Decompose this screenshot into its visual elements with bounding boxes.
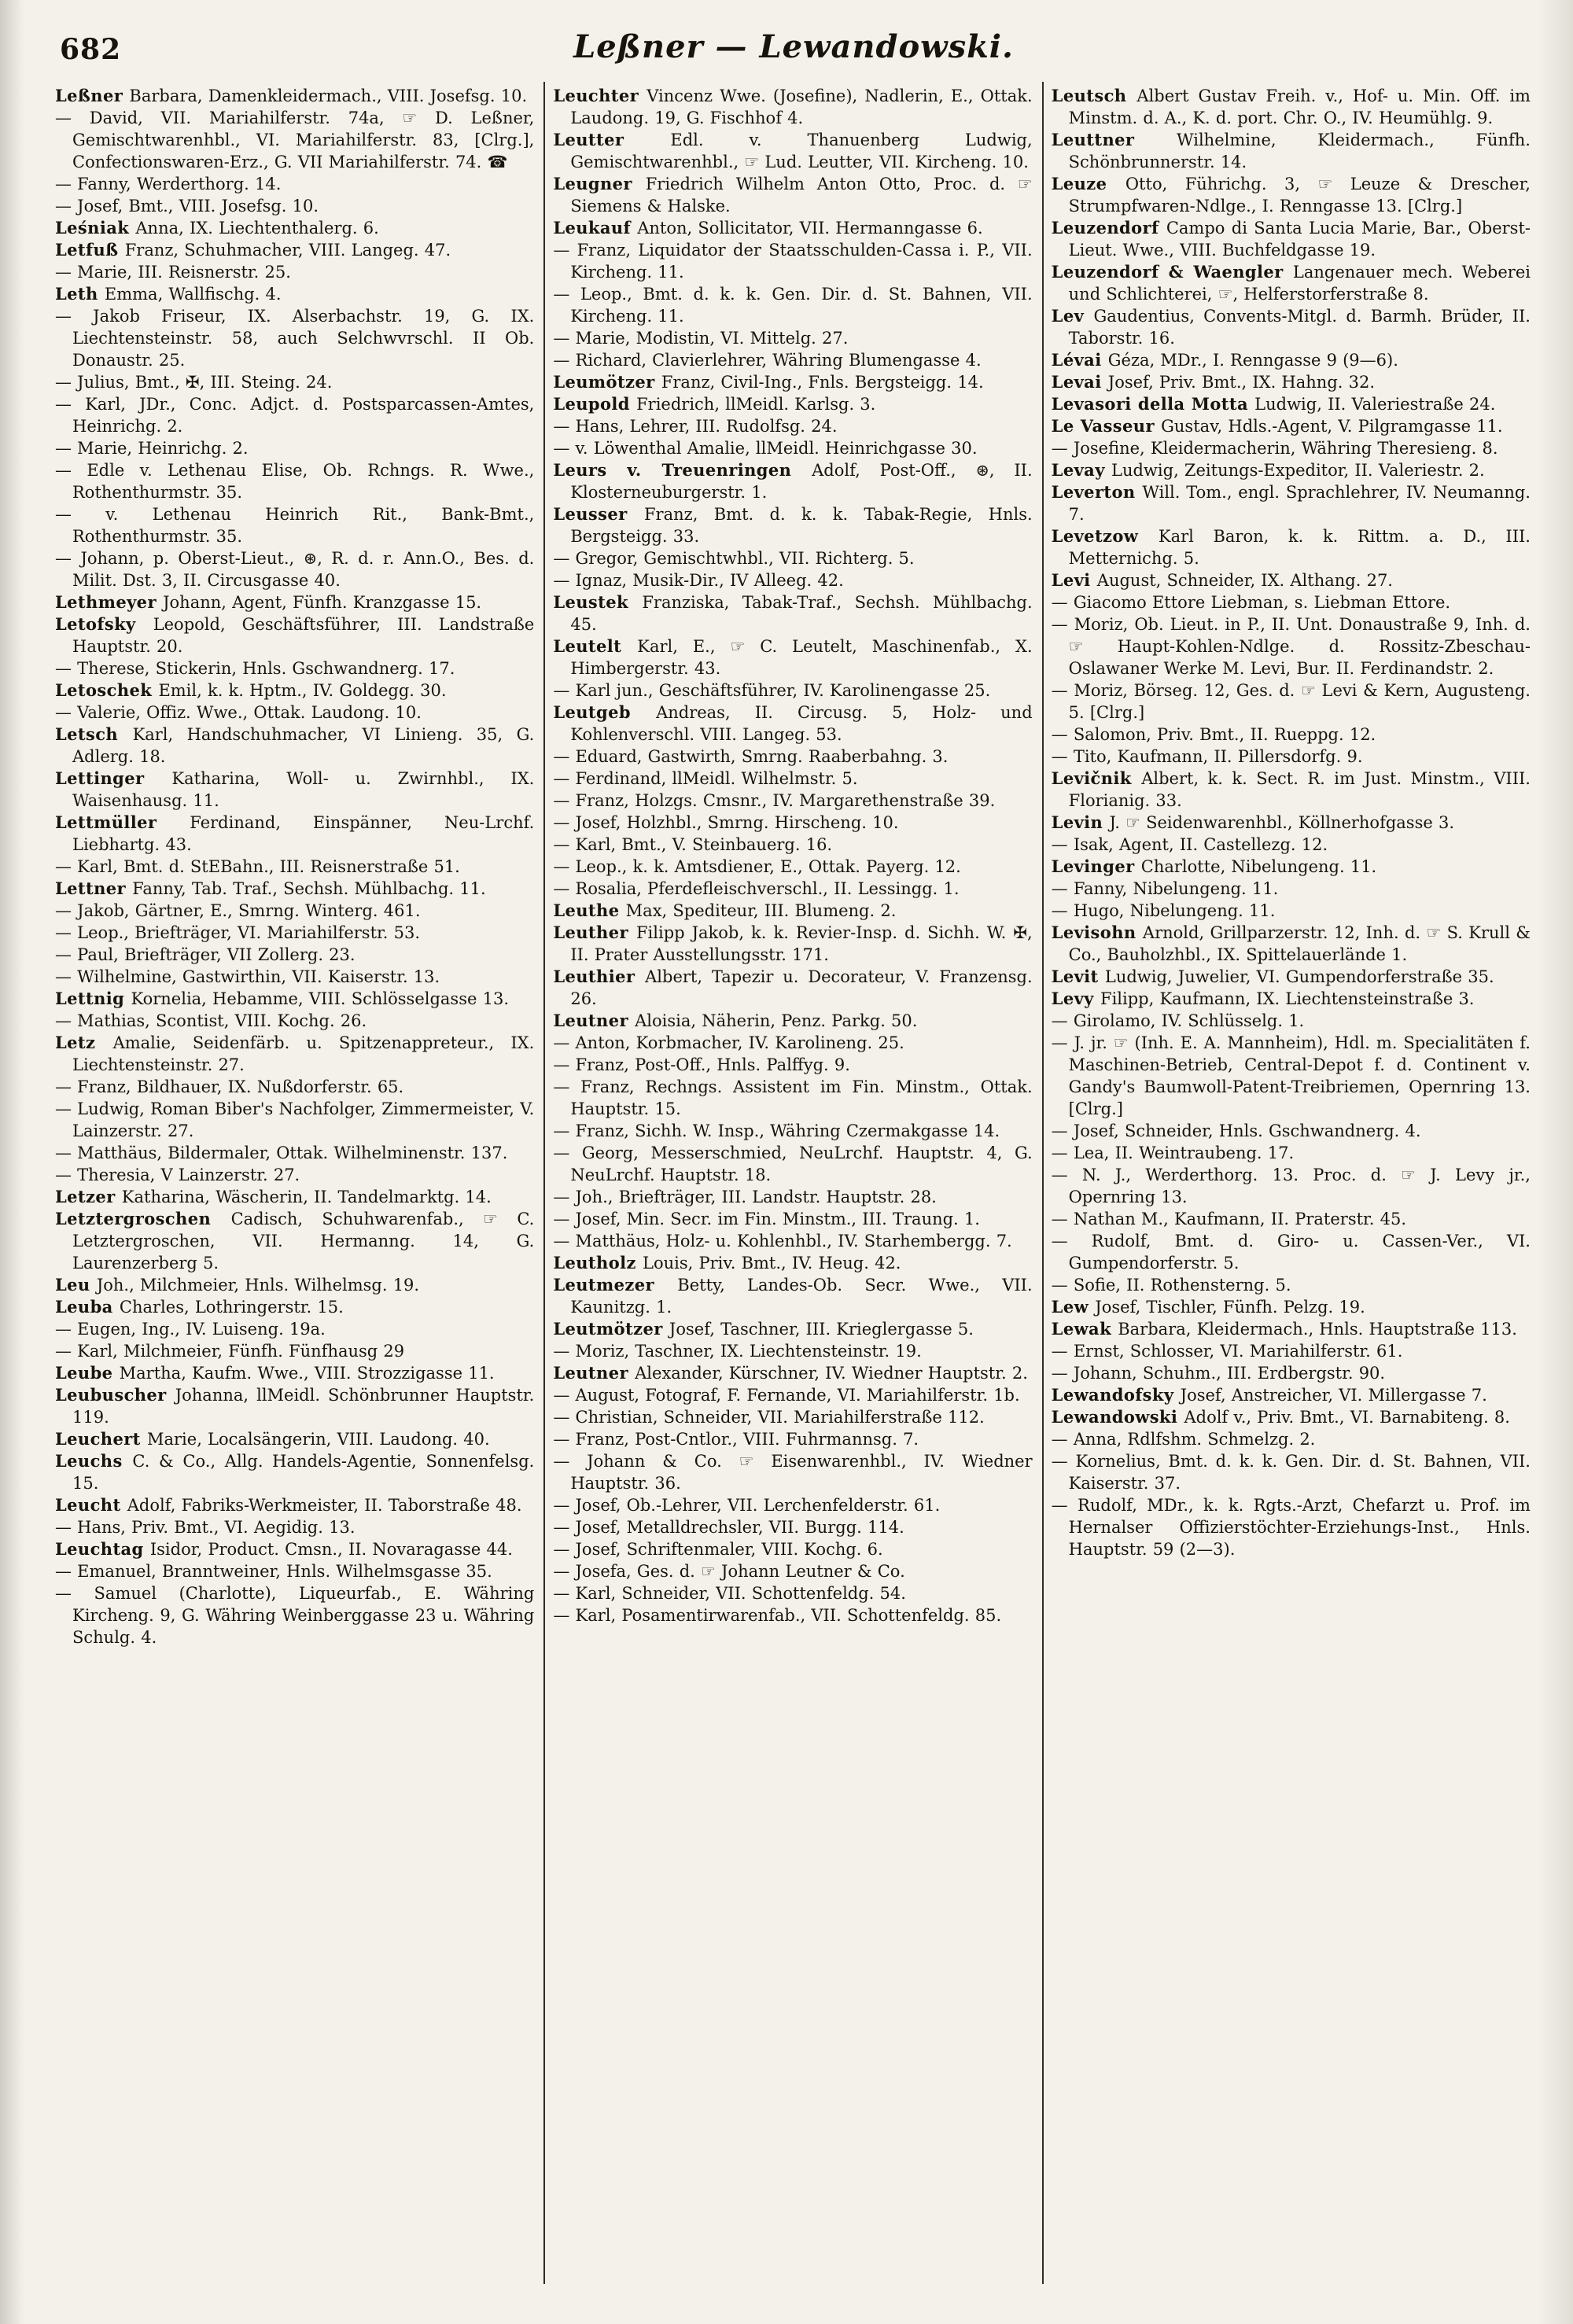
directory-entry: — Hans, Lehrer, III. Rudolfsg. 24. xyxy=(553,417,838,436)
directory-entry: Leucht Adolf, Fabriks-Werkmeister, II. Taborstraße 48. xyxy=(55,1495,522,1515)
directory-entry: — Rudolf, Bmt. d. Giro- u. Cassen-Ver., VI. Gumpendorferstr. 5. xyxy=(1051,1232,1531,1272)
directory-entry: Leutner Aloisia, Näherin, Penz. Parkg. 50. xyxy=(553,1011,918,1030)
directory-entry: — Moriz, Ob. Lieut. in P., II. Unt. Donaustraße 9, Inh. d. ☞ Haupt-Kohlen-Ndlge. d. Rossitz-Zbeschau-Oslawaner Werke M. Levi, Bur. II. Ferdinandstr. 2. xyxy=(1051,615,1531,678)
directory-entry: — Moriz, Taschner, IX. Liechtensteinstr. 19. xyxy=(553,1342,922,1361)
directory-entry: Leubuscher Johanna, llMeidl. Schönbrunner Hauptstr. 119. xyxy=(55,1385,535,1427)
entry-surname: Lewandofsky xyxy=(1051,1385,1181,1405)
directory-entry: — Franz, Post-Cntlor., VIII. Fuhrmannsg. 7. xyxy=(553,1430,919,1449)
directory-entry: — Karl jun., Geschäftsführer, IV. Karolinengasse 25. xyxy=(553,681,991,700)
entry-surname: Leucht xyxy=(55,1495,127,1515)
directory-entry: — Josefa, Ges. d. ☞ Johann Leutner & Co. xyxy=(553,1562,905,1581)
directory-entry: — v. Löwenthal Amalie, llMeidl. Heinrichgasse 30. xyxy=(553,439,978,458)
directory-entry: Leustek Franziska, Tabak-Traf., Sechsh. Mühlbachg. 45. xyxy=(553,592,1033,634)
directory-entry: — Fanny, Werderthorg. 14. xyxy=(55,175,282,193)
directory-entry: — Josef, Bmt., VIII. Josefsg. 10. xyxy=(55,197,319,215)
entry-surname: Leuchtag xyxy=(55,1539,150,1559)
directory-entry: — Marie, Heinrichg. 2. xyxy=(55,439,249,458)
directory-entry: Leßner Barbara, Damenkleidermach., VIII. Josefsg. 10. xyxy=(55,86,528,105)
entry-surname: Leßner xyxy=(55,86,130,105)
directory-entry: — Tito, Kaufmann, II. Pillersdorfg. 9. xyxy=(1051,747,1363,766)
directory-entry: Leube Martha, Kaufm. Wwe., VIII. Strozzigasse 11. xyxy=(55,1363,495,1383)
directory-entry: Leurs v. Treuenringen Adolf, Post-Off., ⊛, II. Klosterneuburgerstr. 1. xyxy=(553,460,1033,502)
entry-surname: Levit xyxy=(1051,967,1105,986)
directory-entry: — Josef, Schriftenmaler, VIII. Kochg. 6. xyxy=(553,1540,883,1559)
directory-entry: Leverton Will. Tom., engl. Sprachlehrer, IV. Neumanng. 7. xyxy=(1051,482,1531,524)
entry-surname: Leutmezer xyxy=(553,1275,678,1295)
directory-entry: Letsch Karl, Handschuhmacher, VI Linieng. 35, G. Adlerg. 18. xyxy=(55,724,535,766)
directory-entry: Levinger Charlotte, Nibelungeng. 11. xyxy=(1051,856,1377,876)
directory-entry: — Franz, Bildhauer, IX. Nußdorferstr. 65. xyxy=(55,1077,404,1096)
directory-entry: Leuzendorf Campo di Santa Lucia Marie, Bar., Oberst-Lieut. Wwe., VIII. Buchfeldgasse 19. xyxy=(1051,218,1531,260)
directory-entry: — Josef, Ob.-Lehrer, VII. Lerchenfelderstr. 61. xyxy=(553,1496,941,1515)
directory-entry: Levasori della Motta Ludwig, II. Valeriestraße 24. xyxy=(1051,394,1496,414)
directory-entry: Leukauf Anton, Sollicitator, VII. Hermanngasse 6. xyxy=(553,218,983,238)
entry-surname: Lew xyxy=(1051,1297,1096,1317)
entry-surname: Lettnig xyxy=(55,989,131,1008)
directory-entry: Levit Ludwig, Juwelier, VI. Gumpendorferstraße 35. xyxy=(1051,967,1494,986)
directory-entry: Leu Joh., Milchmeier, Hnls. Wilhelmsg. 19. xyxy=(55,1275,420,1295)
directory-entry: — Moriz, Börseg. 12, Ges. d. ☞ Levi & Kern, Augusteng. 5. [Clrg.] xyxy=(1051,681,1531,722)
directory-entry: — Hugo, Nibelungeng. 11. xyxy=(1051,901,1276,920)
entry-surname: Levai xyxy=(1051,372,1108,392)
entry-surname: Leube xyxy=(55,1363,120,1383)
entry-surname: Leverton xyxy=(1051,482,1143,502)
directory-entry: — Nathan M., Kaufmann, II. Praterstr. 45. xyxy=(1051,1210,1407,1228)
directory-entry: — Karl, Posamentirwarenfab., VII. Schottenfeldg. 85. xyxy=(553,1606,1002,1625)
entry-surname: Levi xyxy=(1051,570,1097,590)
directory-column-2 xyxy=(543,82,1041,2284)
entry-surname: Leuzendorf xyxy=(1051,218,1166,238)
entry-surname: Leutner xyxy=(553,1363,635,1383)
directory-entry: — Matthäus, Holz- u. Kohlenhbl., IV. Starhembergg. 7. xyxy=(553,1232,1012,1250)
directory-entry: — Paul, Briefträger, VII Zollerg. 23. xyxy=(55,945,355,964)
entry-surname: Lethmeyer xyxy=(55,592,164,612)
directory-entry: — Leop., Briefträger, VI. Mariahilferstr. 53. xyxy=(55,923,420,942)
directory-entry: — Giacomo Ettore Liebman, s. Liebman Ettore. xyxy=(1051,593,1451,612)
directory-entry: — Valerie, Offiz. Wwe., Ottak. Laudong. 10. xyxy=(55,703,422,722)
directory-entry: — Eduard, Gastwirth, Smrng. Raaberbahng. 3. xyxy=(553,747,949,766)
entry-surname: Leuther xyxy=(553,923,636,942)
directory-entry: — Ignaz, Musik-Dir., IV Alleeg. 42. xyxy=(553,571,844,590)
page-number: 682 xyxy=(60,33,122,66)
directory-entry: — Hans, Priv. Bmt., VI. Aegidig. 13. xyxy=(55,1518,355,1537)
entry-surname: Letfuß xyxy=(55,240,125,260)
directory-entry: — Rudolf, MDr., k. k. Rgts.-Arzt, Chefarzt u. Prof. im Hernalser Offizierstöchter-Erziehungs-Inst., Hnls. Hauptstr. 59 (2—3). xyxy=(1051,1496,1531,1559)
directory-columns xyxy=(47,82,1540,2284)
entry-surname: Leuchter xyxy=(553,86,647,105)
directory-entry: Lethmeyer Johann, Agent, Fünfh. Kranzgasse 15. xyxy=(55,592,482,612)
directory-entry: — Richard, Clavierlehrer, Währing Blumengasse 4. xyxy=(553,351,982,370)
entry-surname: Lewandowski xyxy=(1051,1407,1184,1427)
directory-entry: Letoschek Emil, k. k. Hptm., IV. Goldegg. 30. xyxy=(55,680,447,700)
directory-entry: — Josef, Schneider, Hnls. Gschwandnerg. 4. xyxy=(1051,1121,1421,1140)
entry-surname: Letoschek xyxy=(55,680,159,700)
directory-entry: — Mathias, Scontist, VIII. Kochg. 26. xyxy=(55,1011,367,1030)
entry-surname: Levin xyxy=(1051,812,1110,832)
entry-surname: Letz xyxy=(55,1033,113,1052)
directory-entry: Leuzendorf & Waengler Langenauer mech. Weberei und Schlichterei, ☞, Helferstorferstraße 8. xyxy=(1051,262,1531,304)
directory-entry: Leutgeb Andreas, II. Circusg. 5, Holz- und Kohlenverschl. VIII. Langeg. 53. xyxy=(553,702,1033,744)
directory-entry: — Fanny, Nibelungeng. 11. xyxy=(1051,879,1279,898)
directory-entry: Lev Gaudentius, Convents-Mitgl. d. Barmh. Brüder, II. Taborstr. 16. xyxy=(1051,306,1531,348)
directory-entry: Leupold Friedrich, llMeidl. Karlsg. 3. xyxy=(553,394,876,414)
directory-entry: — Matthäus, Bildermaler, Ottak. Wilhelminenstr. 137. xyxy=(55,1144,508,1162)
directory-entry: Lettnig Kornelia, Hebamme, VIII. Schlösselgasse 13. xyxy=(55,989,509,1008)
directory-entry: — Eugen, Ing., IV. Luiseng. 19a. xyxy=(55,1320,326,1339)
directory-entry: — Franz, Post-Off., Hnls. Palffyg. 9. xyxy=(553,1055,850,1074)
directory-entry: — Gregor, Gemischtwhbl., VII. Richterg. 5. xyxy=(553,549,915,568)
directory-entry: — Anton, Korbmacher, IV. Karolineng. 25. xyxy=(553,1033,904,1052)
directory-entry: — Karl, Schneider, VII. Schottenfeldg. 54. xyxy=(553,1584,906,1603)
directory-entry: — Jakob Friseur, IX. Alserbachstr. 19, G. IX. Liechtensteinstr. 58, auch Selchwvrschl. II Ob. Donaustr. 25. xyxy=(55,307,535,370)
entry-surname: Letzer xyxy=(55,1187,122,1206)
entry-surname: Leth xyxy=(55,284,105,304)
directory-entry: — v. Lethenau Heinrich Rit., Bank-Bmt., Rothenthurmstr. 35. xyxy=(55,505,535,546)
directory-entry: Levisohn Arnold, Grillparzerstr. 12, Inh. d. ☞ S. Krull & Co., Bauholzhbl., IX. Spittelauerlände 1. xyxy=(1051,923,1531,964)
entry-surname: Levy xyxy=(1051,989,1100,1008)
entry-surname: Levay xyxy=(1051,460,1112,480)
entry-surname: Leuba xyxy=(55,1297,120,1317)
directory-entry: — Lea, II. Weintraubeng. 17. xyxy=(1051,1144,1295,1162)
directory-entry: — August, Fotograf, F. Fernande, VI. Mariahilferstr. 1b. xyxy=(553,1386,1020,1405)
entry-surname: Lewak xyxy=(1051,1319,1118,1339)
entry-surname: Leutner xyxy=(553,1011,635,1030)
entry-surname: Leutelt xyxy=(553,636,638,656)
directory-entry: Leutter Edl. v. Thanuenberg Ludwig, Gemischtwarenhbl., ☞ Lud. Leutter, VII. Kircheng. 10. xyxy=(553,130,1033,171)
directory-entry: Letofsky Leopold, Geschäftsführer, III. Landstraße Hauptstr. 20. xyxy=(55,614,535,656)
directory-entry: — Leop., Bmt. d. k. k. Gen. Dir. d. St. Bahnen, VII. Kircheng. 11. xyxy=(553,285,1033,326)
entry-surname: Leutmötzer xyxy=(553,1319,669,1339)
directory-entry: — Samuel (Charlotte), Liqueurfab., E. Währing Kircheng. 9, G. Währing Weinberggasse 23 u. Währing Schulg. 4. xyxy=(55,1584,535,1647)
directory-entry: Leutner Alexander, Kürschner, IV. Wiedner Hauptstr. 2. xyxy=(553,1363,1028,1383)
directory-entry: Lewandowski Adolf v., Priv. Bmt., VI. Barnabiteng. 8. xyxy=(1051,1407,1510,1427)
directory-entry: Lewak Barbara, Kleidermach., Hnls. Hauptstraße 113. xyxy=(1051,1319,1517,1339)
directory-entry: — Isak, Agent, II. Castellezg. 12. xyxy=(1051,835,1328,854)
page-title: Leßner — Lewandowski. xyxy=(573,28,1014,65)
directory-entry: — Ferdinand, llMeidl. Wilhelmstr. 5. xyxy=(553,769,858,788)
directory-entry: Leutsch Albert Gustav Freih. v., Hof- u. Min. Off. im Minstm. d. A., K. d. port. Chr. O., IV. Heumühlg. 9. xyxy=(1051,86,1531,127)
directory-entry: Leugner Friedrich Wilhelm Anton Otto, Proc. d. ☞ Siemens & Halske. xyxy=(553,174,1033,215)
directory-entry: — Josefine, Kleidermacherin, Währing Theresieng. 8. xyxy=(1051,439,1498,458)
directory-entry: — Rosalia, Pferdefleischverschl., II. Lessingg. 1. xyxy=(553,879,960,898)
directory-entry: — Johann, p. Oberst-Lieut., ⊛, R. d. r. Ann.O., Bes. d. Milit. Dst. 3, II. Circusgasse 40. xyxy=(55,549,535,590)
directory-entry: — Salomon, Priv. Bmt., II. Rueppg. 12. xyxy=(1051,725,1376,744)
directory-entry: Levay Ludwig, Zeitungs-Expeditor, II. Valeriestr. 2. xyxy=(1051,460,1485,480)
directory-entry: Le Vasseur Gustav, Hdls.-Agent, V. Pilgramgasse 11. xyxy=(1051,416,1503,436)
directory-entry: — J. jr. ☞ (Inh. E. A. Mannheim), Hdl. m. Specialitäten f. Maschinen-Betrieb, Central-Depot f. d. Continent v. Gandy's Baumwoll-Patent-Treibriemen, Opernring 13. [Clrg.] xyxy=(1051,1033,1531,1118)
directory-entry: — Anna, Rdlfshm. Schmelzg. 2. xyxy=(1051,1430,1316,1449)
directory-entry: Letzer Katharina, Wäscherin, II. Tandelmarktg. 14. xyxy=(55,1187,492,1206)
directory-entry: Letz Amalie, Seidenfärb. u. Spitzenappreteur., IX. Liechtensteinstr. 27. xyxy=(55,1033,535,1074)
directory-entry: Letztergroschen Cadisch, Schuhwarenfab., ☞ C. Letztergroschen, VII. Hermanng. 14, G. Laurenzerberg 5. xyxy=(55,1209,535,1272)
entry-surname: Leurs v. Treuenringen xyxy=(553,460,812,480)
entry-surname: Lettner xyxy=(55,878,133,898)
entry-surname: Lettinger xyxy=(55,768,172,788)
directory-entry: Leth Emma, Wallfischg. 4. xyxy=(55,284,282,304)
entry-surname: Leuchs xyxy=(55,1451,133,1471)
directory-entry: — Georg, Messerschmied, NeuLrchf. Hauptstr. 4, G. NeuLrchf. Hauptstr. 18. xyxy=(553,1144,1033,1184)
directory-entry: — Marie, Modistin, VI. Mittelg. 27. xyxy=(553,329,849,348)
directory-column-1 xyxy=(47,82,543,2284)
directory-entry: — Franz, Liquidator der Staatsschulden-Cassa i. P., VII. Kircheng. 11. xyxy=(553,241,1033,282)
directory-entry: Levičnik Albert, k. k. Sect. R. im Just. Minstm., VIII. Florianig. 33. xyxy=(1051,768,1531,810)
directory-entry: Lettner Fanny, Tab. Traf., Sechsh. Mühlbachg. 11. xyxy=(55,878,486,898)
entry-surname: Leugner xyxy=(553,174,646,193)
directory-entry: — Johann, Schuhm., III. Erdbergstr. 90. xyxy=(1051,1364,1386,1383)
directory-entry: Levi August, Schneider, IX. Althang. 27. xyxy=(1051,570,1393,590)
directory-entry: Lettinger Katharina, Woll- u. Zwirnhbl., IX. Waisenhausg. 11. xyxy=(55,768,535,810)
entry-surname: Levasori della Motta xyxy=(1051,394,1255,414)
directory-entry: — Wilhelmine, Gastwirthin, VII. Kaiserstr. 13. xyxy=(55,967,440,986)
directory-entry: — Karl, Bmt. d. StEBahn., III. Reisnerstraße 51. xyxy=(55,857,460,876)
directory-entry: Leutelt Karl, E., ☞ C. Leutelt, Maschinenfab., X. Himbergerstr. 43. xyxy=(553,636,1033,678)
entry-surname: Leuthier xyxy=(553,967,646,986)
directory-entry: — Karl, JDr., Conc. Adjct. d. Postsparcassen-Amtes, Heinrichg. 2. xyxy=(55,395,535,436)
directory-entry: — Karl, Bmt., V. Steinbauerg. 16. xyxy=(553,835,833,854)
directory-entry: — Girolamo, IV. Schlüsselg. 1. xyxy=(1051,1011,1305,1030)
directory-entry: Levetzow Karl Baron, k. k. Rittm. a. D., III. Metternichg. 5. xyxy=(1051,526,1531,568)
directory-entry: Leuthe Max, Spediteur, III. Blumeng. 2. xyxy=(553,901,897,920)
entry-surname: Levisohn xyxy=(1051,923,1143,942)
entry-surname: Leukauf xyxy=(553,218,638,238)
directory-entry: Leuchert Marie, Localsängerin, VIII. Laudong. 40. xyxy=(55,1429,490,1449)
directory-entry: — Josef, Min. Secr. im Fin. Minstm., III. Traung. 1. xyxy=(553,1210,980,1228)
directory-entry: Letfuß Franz, Schuhmacher, VIII. Langeg. 47. xyxy=(55,240,451,260)
entry-surname: Leusser xyxy=(553,504,644,524)
directory-entry: Leuchtag Isidor, Product. Cmsn., II. Novaragasse 44. xyxy=(55,1539,513,1559)
entry-surname: Letofsky xyxy=(55,614,153,634)
directory-entry: Leśniak Anna, IX. Liechtenthalerg. 6. xyxy=(55,218,379,238)
entry-surname: Leumötzer xyxy=(553,372,661,392)
directory-entry: Leutholz Louis, Priv. Bmt., IV. Heug. 42. xyxy=(553,1253,901,1272)
entry-surname: Levičnik xyxy=(1051,768,1142,788)
directory-entry: Lettmüller Ferdinand, Einspänner, Neu-Lrchf. Liebhartg. 43. xyxy=(55,812,535,854)
entry-surname: Lettmüller xyxy=(55,812,190,832)
entry-surname: Letsch xyxy=(55,724,133,744)
entry-surname: Lévai xyxy=(1051,350,1108,370)
directory-entry: — Edle v. Lethenau Elise, Ob. Rchngs. R. Wwe., Rothenthurmstr. 35. xyxy=(55,461,535,502)
directory-column-3 xyxy=(1042,82,1540,2284)
directory-entry: — Kornelius, Bmt. d. k. k. Gen. Dir. d. St. Bahnen, VII. Kaiserstr. 37. xyxy=(1051,1452,1531,1493)
directory-entry: — Franz, Rechngs. Assistent im Fin. Minstm., Ottak. Hauptstr. 15. xyxy=(553,1077,1033,1118)
directory-entry: Leutmezer Betty, Landes-Ob. Secr. Wwe., VII. Kaunitzg. 1. xyxy=(553,1275,1033,1317)
directory-entry: — Franz, Holzgs. Cmsnr., IV. Margarethenstraße 39. xyxy=(553,791,996,810)
directory-entry: — Johann & Co. ☞ Eisenwarenhbl., IV. Wiedner Hauptstr. 36. xyxy=(553,1452,1033,1493)
entry-surname: Leuchert xyxy=(55,1429,147,1449)
directory-entry: — Josef, Metalldrechsler, VII. Burgg. 114. xyxy=(553,1518,904,1537)
entry-surname: Leu xyxy=(55,1275,97,1295)
entry-surname: Leustek xyxy=(553,592,643,612)
directory-entry: Leuchter Vincenz Wwe. (Josefine), Nadlerin, E., Ottak. Laudong. 19, G. Fischhof 4. xyxy=(553,86,1033,127)
entry-surname: Leutholz xyxy=(553,1253,643,1272)
entry-surname: Leutter xyxy=(553,130,671,149)
entry-surname: Leuttner xyxy=(1051,130,1177,149)
entry-surname: Leuthe xyxy=(553,901,626,920)
directory-entry: Leuchs C. & Co., Allg. Handels-Agentie, Sonnenfelsg. 15. xyxy=(55,1451,535,1493)
directory-entry: — Franz, Sichh. W. Insp., Währing Czermakgasse 14. xyxy=(553,1121,1000,1140)
directory-entry: Leusser Franz, Bmt. d. k. k. Tabak-Regie, Hnls. Bergsteigg. 33. xyxy=(553,504,1033,546)
entry-surname: Leuze xyxy=(1051,174,1125,193)
entry-surname: Lev xyxy=(1051,306,1094,326)
entry-surname: Leśniak xyxy=(55,218,136,238)
directory-entry: — Karl, Milchmeier, Fünfh. Fünfhausg 29 xyxy=(55,1342,405,1361)
directory-entry: — Christian, Schneider, VII. Mariahilferstraße 112. xyxy=(553,1408,985,1427)
directory-entry: — Leop., k. k. Amtsdiener, E., Ottak. Payerg. 12. xyxy=(553,857,961,876)
directory-entry: Levy Filipp, Kaufmann, IX. Liechtensteinstraße 3. xyxy=(1051,989,1475,1008)
directory-entry: — Julius, Bmt., ✠, III. Steing. 24. xyxy=(55,373,333,392)
directory-entry: — Jakob, Gärtner, E., Smrng. Winterg. 461. xyxy=(55,901,421,920)
entry-surname: Le Vasseur xyxy=(1051,416,1162,436)
directory-entry: Leuba Charles, Lothringerstr. 15. xyxy=(55,1297,344,1317)
directory-entry: — Marie, III. Reisnerstr. 25. xyxy=(55,263,291,282)
directory-entry: — Theresia, V Lainzerstr. 27. xyxy=(55,1166,300,1184)
directory-entry: — David, VII. Mariahilferstr. 74a, ☞ D. Leßner, Gemischtwarenhbl., VI. Mariahilferstr. 83, [Clrg.], Confectionswaren-Erz., G. VII Mariahilferstr. 74. ☎ xyxy=(55,109,535,171)
entry-surname: Leuzendorf & Waengler xyxy=(1051,262,1293,282)
directory-entry: — Ernst, Schlosser, VI. Mariahilferstr. 61. xyxy=(1051,1342,1403,1361)
directory-entry: — Sofie, II. Rothensterng. 5. xyxy=(1051,1276,1291,1295)
entry-surname: Levetzow xyxy=(1051,526,1159,546)
page-header xyxy=(47,27,1540,74)
directory-entry: Lew Josef, Tischler, Fünfh. Pelzg. 19. xyxy=(1051,1297,1365,1317)
entry-surname: Leubuscher xyxy=(55,1385,175,1405)
directory-entry: — Emanuel, Branntweiner, Hnls. Wilhelmsgasse 35. xyxy=(55,1562,492,1581)
directory-entry: Leuze Otto, Führichg. 3, ☞ Leuze & Drescher, Strumpfwaren-Ndlge., I. Renngasse 13. [Clrg.] xyxy=(1051,174,1531,215)
directory-entry: Leumötzer Franz, Civil-Ing., Fnls. Bergsteigg. 14. xyxy=(553,372,984,392)
directory-entry: Leuther Filipp Jakob, k. k. Revier-Insp. d. Sichh. W. ✠, II. Prater Ausstellungsstr. 171. xyxy=(553,923,1033,964)
directory-entry: — Ludwig, Roman Biber's Nachfolger, Zimmermeister, V. Lainzerstr. 27. xyxy=(55,1099,535,1140)
directory-entry: Levai Josef, Priv. Bmt., IX. Hahng. 32. xyxy=(1051,372,1376,392)
entry-surname: Leutgeb xyxy=(553,702,657,722)
directory-entry: Levin J. ☞ Seidenwarenhbl., Köllnerhofgasse 3. xyxy=(1051,812,1455,832)
directory-entry: — Josef, Holzhbl., Smrng. Hirscheng. 10. xyxy=(553,813,899,832)
entry-surname: Leupold xyxy=(553,394,637,414)
directory-entry: Lewandofsky Josef, Anstreicher, VI. Millergasse 7. xyxy=(1051,1385,1487,1405)
directory-entry: Lévai Géza, MDr., I. Renngasse 9 (9—6). xyxy=(1051,350,1398,370)
directory-entry: Leuttner Wilhelmine, Kleidermach., Fünfh. Schönbrunnerstr. 14. xyxy=(1051,130,1531,171)
directory-entry: Leutmötzer Josef, Taschner, III. Krieglergasse 5. xyxy=(553,1319,974,1339)
directory-entry: Leuthier Albert, Tapezir u. Decorateur, V. Franzensg. 26. xyxy=(553,967,1033,1008)
entry-surname: Leutsch xyxy=(1051,86,1137,105)
entry-surname: Letztergroschen xyxy=(55,1209,231,1228)
entry-surname: Levinger xyxy=(1051,856,1141,876)
directory-entry: — Therese, Stickerin, Hnls. Gschwandnerg. 17. xyxy=(55,659,455,678)
directory-entry: — Joh., Briefträger, III. Landstr. Hauptstr. 28. xyxy=(553,1188,937,1206)
directory-entry: — N. J., Werderthorg. 13. Proc. d. ☞ J. Levy jr., Opernring 13. xyxy=(1051,1166,1531,1206)
